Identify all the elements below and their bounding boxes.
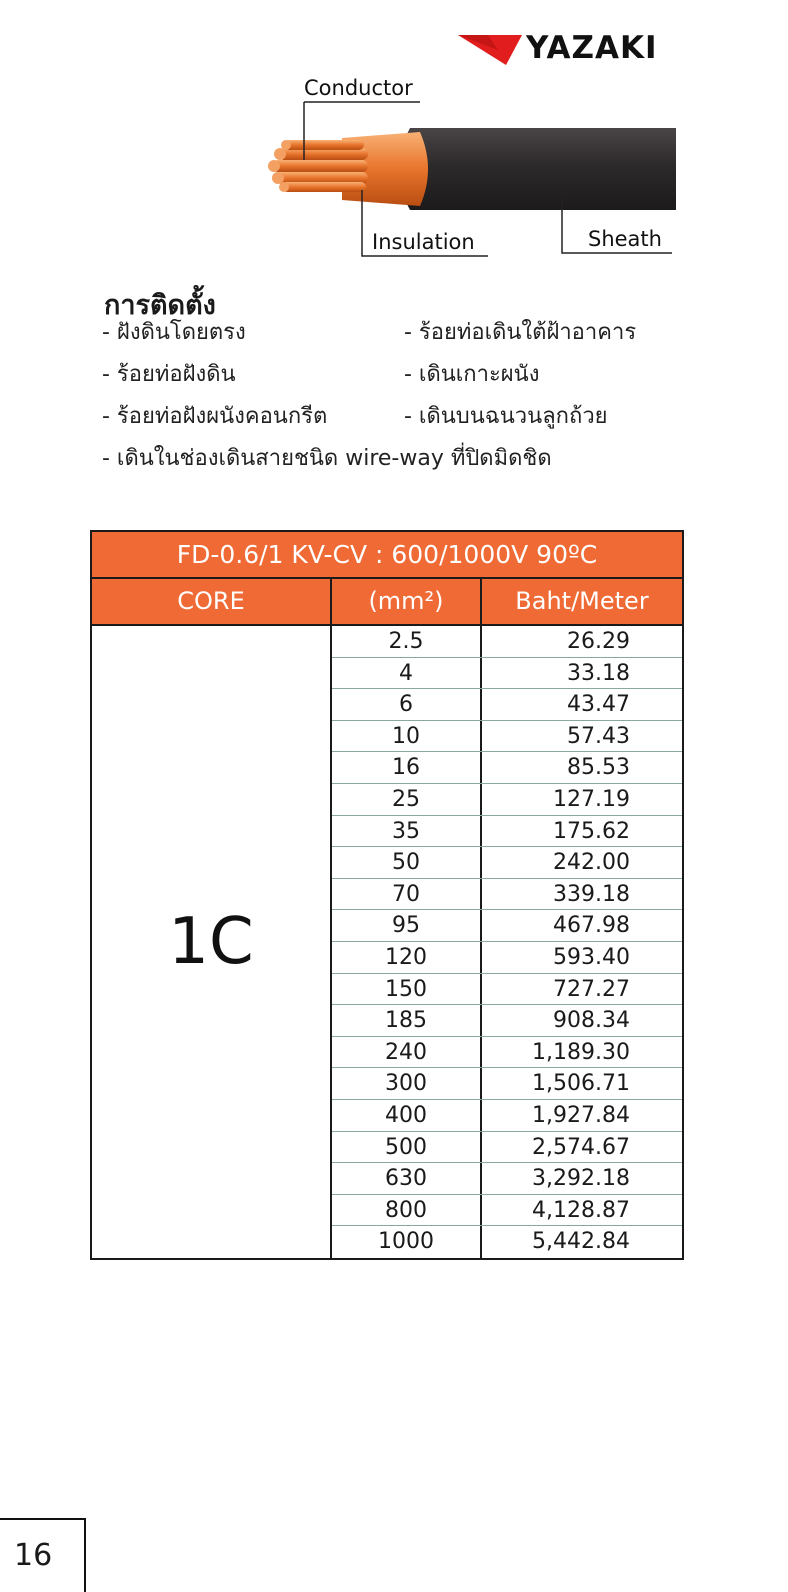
size-cell: 120 — [332, 942, 482, 973]
price-cell: 4,128.87 — [532, 1197, 630, 1223]
size-cell: 2.5 — [332, 626, 482, 657]
price-cell: 727.27 — [553, 976, 630, 1002]
price-cell: 43.47 — [567, 692, 630, 718]
table-row — [332, 942, 682, 974]
price-cell: 2,574.67 — [532, 1134, 630, 1160]
price-cell: 908.34 — [553, 1008, 630, 1034]
installation-item: - เดินในช่องเดินสายชนิด wire-way ที่ปิดมิดชิด — [102, 446, 552, 471]
table-row — [332, 626, 682, 658]
size-cell: 70 — [332, 879, 482, 910]
price-cell: 339.18 — [553, 881, 630, 907]
size-cell: 240 — [332, 1037, 482, 1068]
size-cell: 150 — [332, 974, 482, 1005]
price-cell: 33.18 — [567, 660, 630, 686]
table-body — [92, 626, 682, 1258]
sheath-label: Sheath — [588, 227, 662, 251]
table-row — [332, 689, 682, 721]
brand-name: YAZAKI — [526, 30, 658, 66]
size-cell: 630 — [332, 1163, 482, 1194]
size-cell: 800 — [332, 1195, 482, 1226]
installation-title: การติดตั้ง — [104, 290, 216, 321]
price-cell: 1,506.71 — [532, 1071, 630, 1097]
insulation-label: Insulation — [372, 230, 475, 254]
table-row — [332, 784, 682, 816]
table-row — [332, 1037, 682, 1069]
yazaki-mark-icon — [458, 32, 522, 66]
table-row — [332, 1195, 682, 1227]
core-cell: 1C — [92, 626, 332, 1258]
table-row — [332, 910, 682, 942]
header-size: (mm²) — [332, 579, 482, 624]
size-cell: 50 — [332, 847, 482, 878]
price-cell: 26.29 — [567, 629, 630, 654]
installation-item: - เดินเกาะผนัง — [404, 362, 540, 387]
price-cell: 1,927.84 — [532, 1102, 630, 1128]
table-row — [332, 879, 682, 911]
table-row — [332, 752, 682, 784]
conductor-label: Conductor — [304, 76, 413, 100]
size-cell: 185 — [332, 1005, 482, 1036]
size-cell: 1000 — [332, 1226, 482, 1258]
table-row — [332, 721, 682, 753]
price-cell: 467.98 — [553, 913, 630, 939]
price-cell: 5,442.84 — [532, 1229, 630, 1255]
price-cell: 127.19 — [553, 786, 630, 812]
size-cell: 6 — [332, 689, 482, 720]
price-cell: 1,189.30 — [532, 1039, 630, 1065]
size-cell: 10 — [332, 721, 482, 752]
table-row — [332, 1163, 682, 1195]
table-header — [92, 579, 682, 626]
size-cell: 500 — [332, 1132, 482, 1163]
size-cell: 16 — [332, 752, 482, 783]
size-cell: 300 — [332, 1068, 482, 1099]
cable-diagram — [260, 76, 700, 270]
table-row — [332, 1226, 682, 1258]
table-row — [332, 816, 682, 848]
price-cell: 175.62 — [553, 818, 630, 844]
installation-item: - ร้อยท่อเดินใต้ฝ้าอาคาร — [404, 320, 637, 345]
table-row — [332, 1068, 682, 1100]
conductor-strands — [268, 140, 368, 192]
price-cell: 593.40 — [553, 944, 630, 970]
table-row — [332, 1005, 682, 1037]
price-table — [90, 530, 684, 1260]
table-rows — [332, 626, 682, 1258]
installation-item: - ร้อยท่อฝังดิน — [102, 362, 236, 387]
table-row — [332, 847, 682, 879]
table-row — [332, 658, 682, 690]
page-number: 16 — [0, 1518, 86, 1592]
table-row — [332, 974, 682, 1006]
header-core: CORE — [92, 579, 332, 624]
size-cell: 4 — [332, 658, 482, 689]
installation-item: - ร้อยท่อฝังผนังคอนกรีต — [102, 404, 328, 429]
price-cell: 3,292.18 — [532, 1166, 630, 1192]
price-cell: 57.43 — [567, 723, 630, 749]
size-cell: 400 — [332, 1100, 482, 1131]
size-cell: 35 — [332, 816, 482, 847]
size-cell: 25 — [332, 784, 482, 815]
price-cell: 85.53 — [567, 755, 630, 781]
table-row — [332, 1132, 682, 1164]
table-title: FD-0.6/1 KV-CV : 600/1000V 90ºC — [92, 532, 682, 579]
sheath-shape — [399, 128, 676, 210]
yazaki-logo — [458, 30, 688, 70]
table-row — [332, 1100, 682, 1132]
installation-item: - เดินบนฉนวนลูกถ้วย — [404, 404, 608, 429]
installation-item: - ฝังดินโดยตรง — [102, 320, 246, 345]
size-cell: 95 — [332, 910, 482, 941]
header-price: Baht/Meter — [515, 587, 649, 615]
price-cell: 242.00 — [553, 850, 630, 876]
